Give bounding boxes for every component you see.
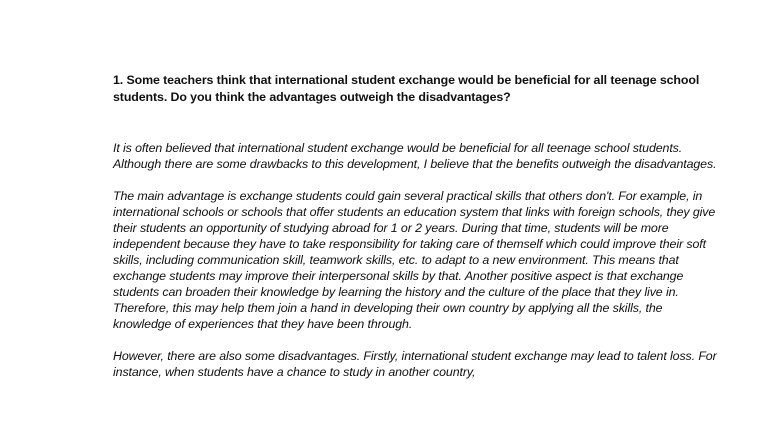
essay-question: 1. Some teachers think that international student exchange would be beneficial for all teenage school students. Do you think the advantages outweigh the disadvantages? [113, 73, 700, 104]
essay-body [113, 140, 723, 396]
essay-paragraph-disadvantages: However, there are also some disadvantages. Firstly, international student exchange may lead to talent loss. For instance, when students have a chance to study in another country, [113, 349, 717, 379]
essay-paragraph-advantages: The main advantage is exchange students could gain several practical skills that others don't. For example, in international schools or schools that offer students an education system that links with foreign schools, they give their students an opportunity of studying abroad for 1 or 2 years. During that time, students will be more independent because they have to take responsibility for taking care of themself which could improve their soft skills, including communication skill, teamwork skills, etc. to adapt to a new environment. This means that exchange students may improve their interpersonal skills by that. Another positive aspect is that exchange students can broaden their knowledge by learning the history and the culture of the place that they live in. Therefore, this may help them join a hand in developing their own country by applying all the skills, the knowledge of experiences that they have been through. [113, 189, 716, 331]
essay-paragraph-intro: It is often believed that international student exchange would be beneficial for all teenage school students. Although there are some drawbacks to this development, I believe that the benefits outweigh the disadvantages. [113, 141, 717, 171]
